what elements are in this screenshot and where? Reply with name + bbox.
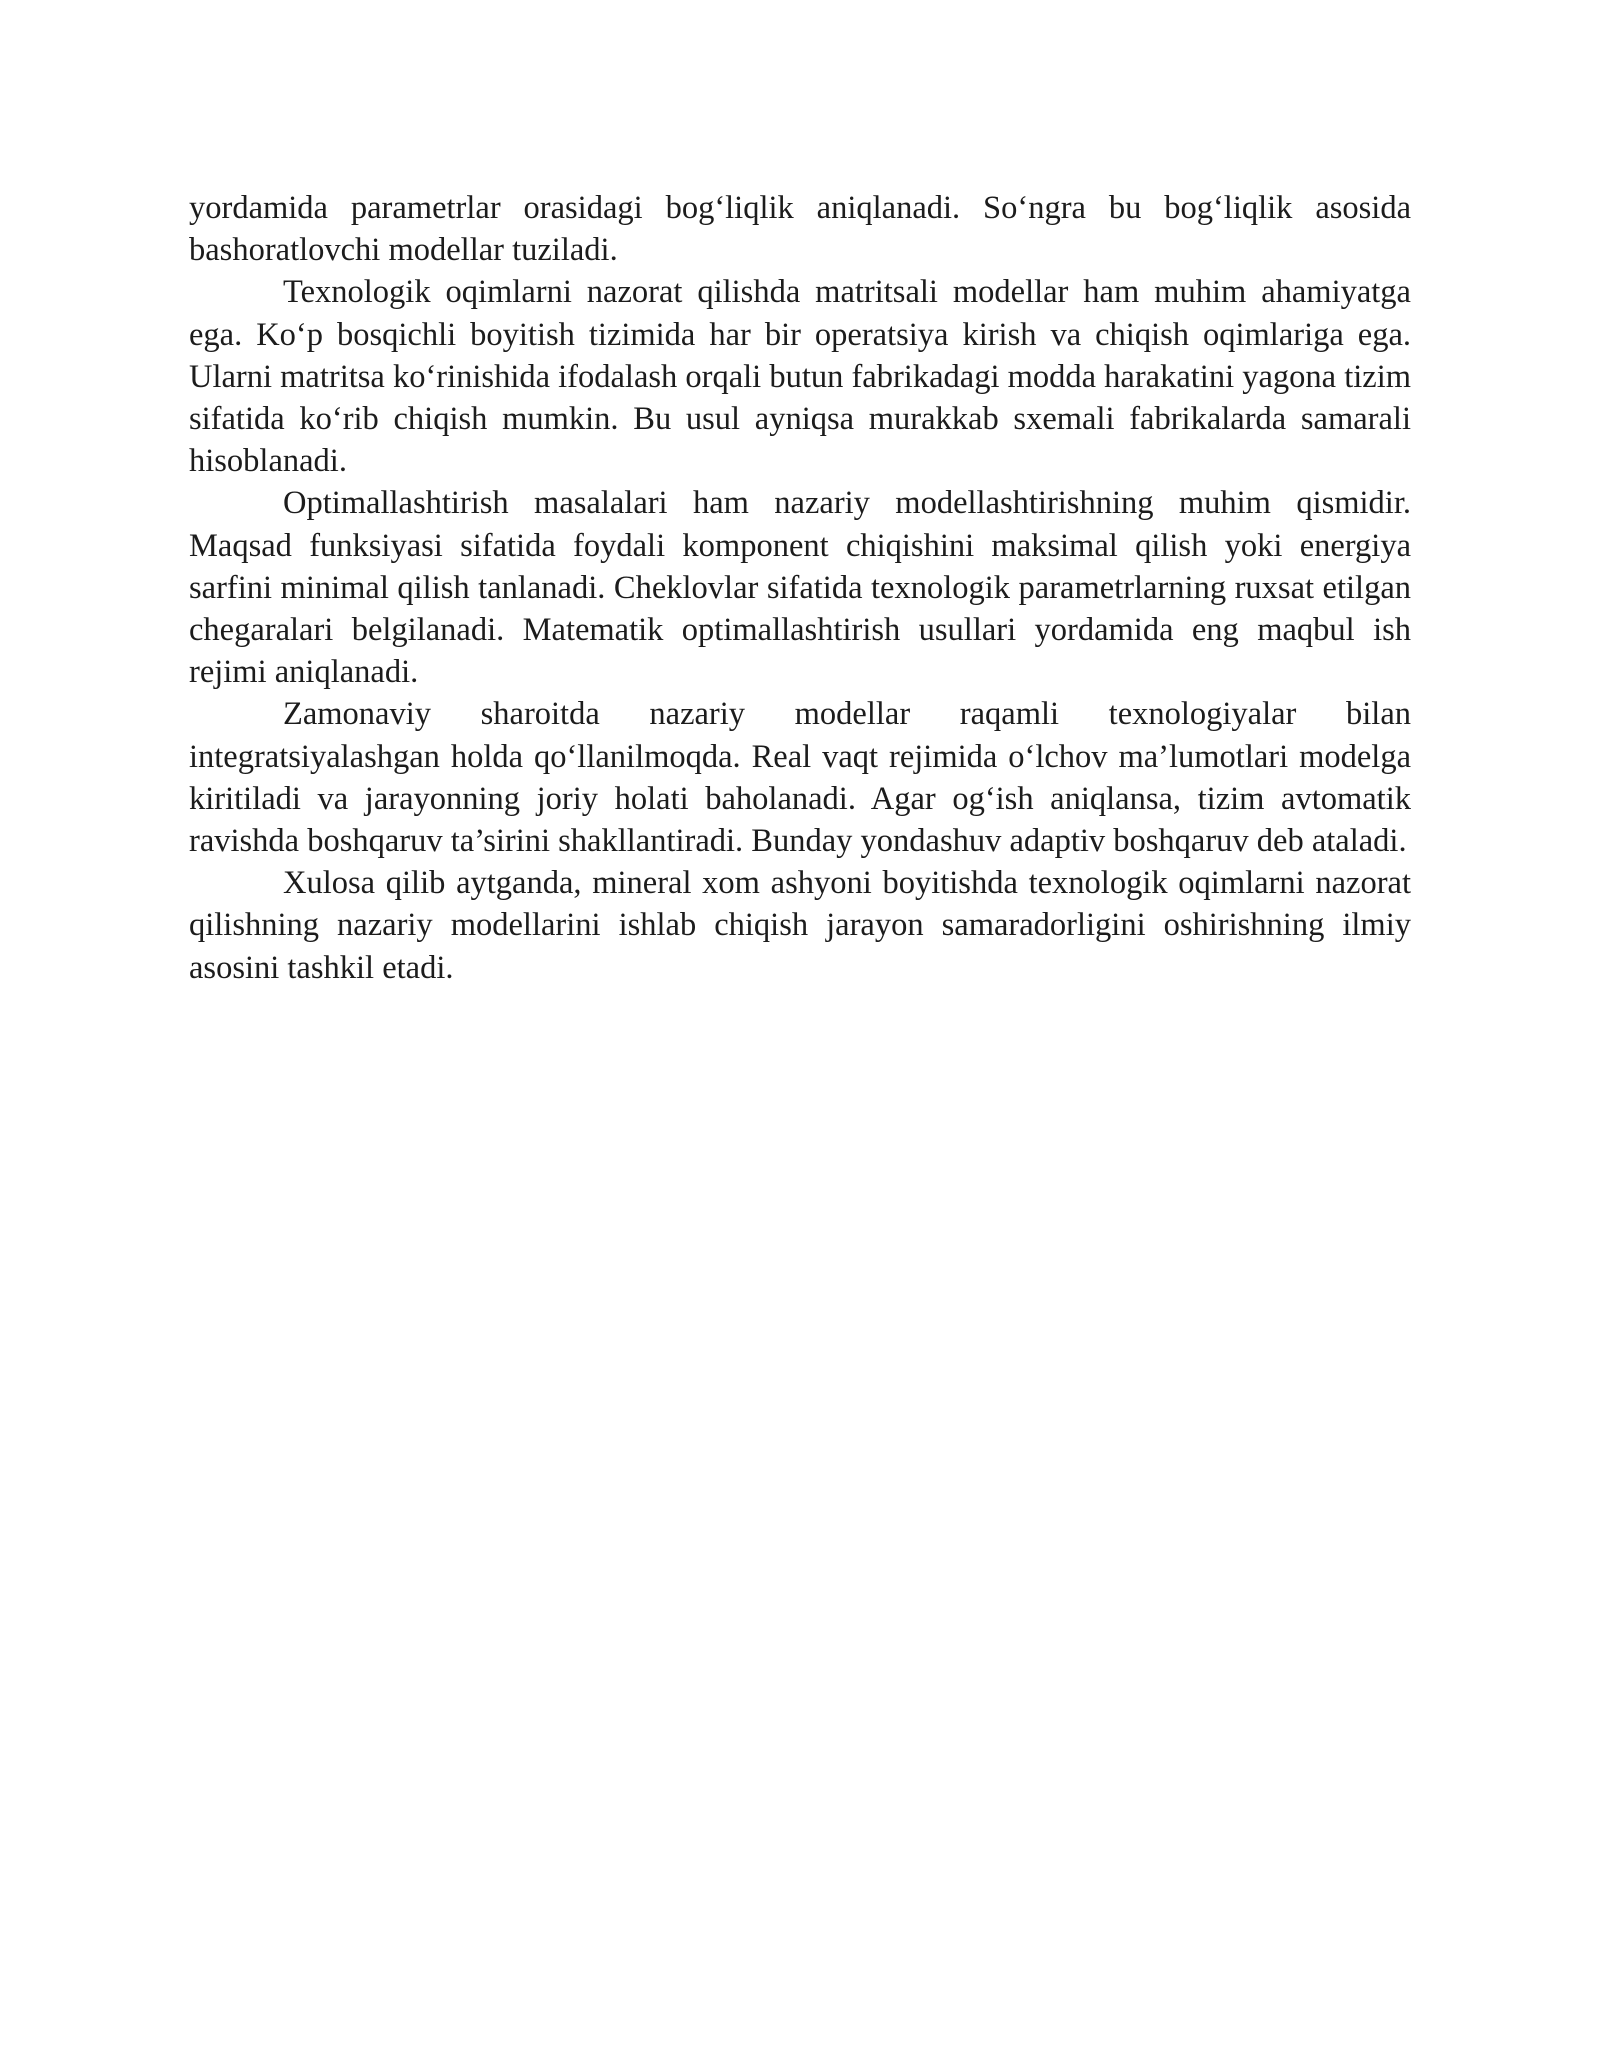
paragraph-digital-integration: Zamonaviy sharoitda nazariy modellar raqamli texnologiyalar bilan integratsiyalashgan holda qo‘llanilmoqda. Real vaqt rejimida o‘lchov ma’lumotlari modelga kiritiladi va jarayonning joriy holati baholanadi. Agar og‘ish aniqlansa, tizim avtomatik ravishda boshqaruv ta’sirini shakllantiradi. Bunday yondashuv adaptiv boshqaruv deb ataladi. — [189, 696, 1411, 860]
paragraph-continued: yordamida parametrlar orasidagi bog‘liqlik aniqlanadi. So‘ngra bu bog‘liqlik asosida bashoratlovchi modellar tuziladi. — [189, 190, 1411, 269]
paragraph-matrix-models: Texnologik oqimlarni nazorat qilishda matritsali modellar ham muhim ahamiyatga ega. Ko‘p bosqichli boyitish tizimida har bir operatsiya kirish va chiqish oqimlariga ega. Ularni matritsa ko‘rinishida ifodalash orqali butun fabrikadagi modda harakatini yagona tizim sifatida ko‘rib chiqish mumkin. Bu usul ayniqsa murakkab sxemali fabrikalarda samarali hisoblanadi. — [189, 274, 1412, 480]
document-body — [189, 187, 1411, 989]
paragraph-optimization: Optimallashtirish masalalari ham nazariy modellashtirishning muhim qismidir. Maqsad funksiyasi sifatida foydali komponent chiqishini maksimal qilish yoki energiya sarfini minimal qilish tanlanadi. Cheklovlar sifatida texnologik parametrlarning ruxsat etilgan chegaralari belgilanadi. Matematik optimallashtirish usullari yordamida eng maqbul ish rejimi aniqlanadi. — [189, 485, 1411, 691]
paragraph-conclusion: Xulosa qilib aytganda, mineral xom ashyoni boyitishda texnologik oqimlarni nazorat qilishning nazariy modellarini ishlab chiqish jarayon samaradorligini oshirishning ilmiy asosini tashkil etadi. — [189, 865, 1411, 986]
